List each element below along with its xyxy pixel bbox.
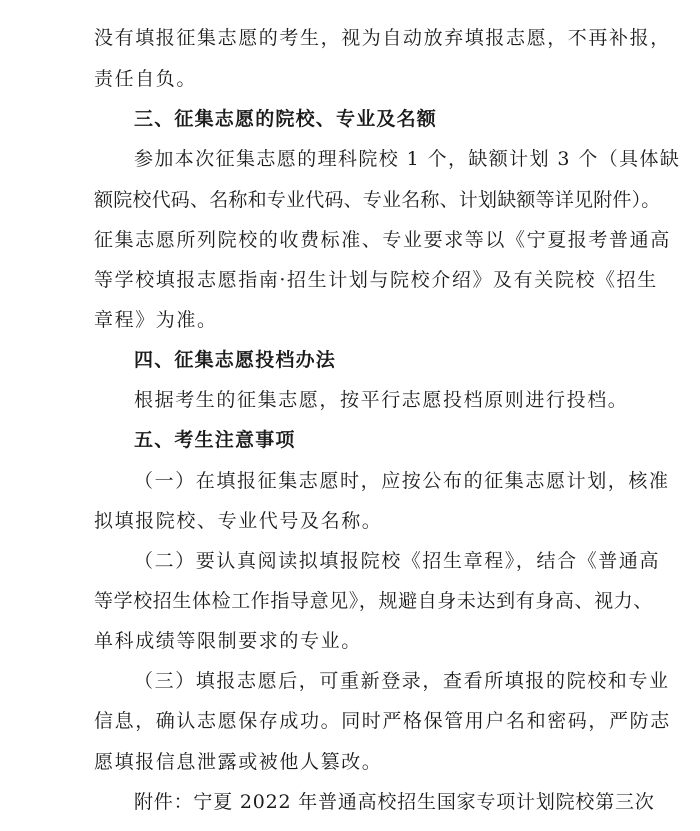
section-heading: 五、考生注意事项 bbox=[134, 429, 296, 451]
body-text-line: 征集志愿所列院校的收费标准、专业要求等以《宁夏报考普通高 bbox=[94, 229, 671, 251]
body-text-line: 参加本次征集志愿的理科院校 1 个，缺额计划 3 个（具体缺 bbox=[134, 148, 681, 170]
body-text-line: 额院校代码、名称和专业代码、专业名称、计划缺额等详见附件）。 bbox=[94, 189, 661, 211]
body-text-line: 等学校招生体检工作指导意见》，规避自身未达到有身高、视力、 bbox=[94, 590, 653, 612]
body-text-line: 单科成绩等限制要求的专业。 bbox=[94, 630, 362, 652]
body-text-line: 拟填报院校、专业代号及名称。 bbox=[94, 510, 383, 532]
body-text-line: （三）填报志愿后，可重新登录，查看所填报的院校和专业 bbox=[134, 670, 670, 692]
body-text-line: 根据考生的征集志愿，按平行志愿投档原则进行投档。 bbox=[134, 389, 629, 411]
attachment-line: 附件：宁夏 2022 年普通高校招生国家专项计划院校第三次 bbox=[134, 791, 655, 813]
section-heading: 四、征集志愿投档办法 bbox=[134, 349, 337, 371]
body-text-line: （二）要认真阅读拟填报院校《招生章程》，结合《普通高 bbox=[134, 550, 661, 572]
body-text-line: 愿填报信息泄露或被他人篡改。 bbox=[94, 751, 383, 773]
body-text-line: 没有填报征集志愿的考生，视为自动放弃填报志愿，不再补报， bbox=[94, 27, 671, 49]
body-text-line: 等学校填报志愿指南·招生计划与院校介绍》及有关院校《招生 bbox=[94, 269, 658, 291]
body-text-line: 章程》为准。 bbox=[94, 309, 218, 331]
body-text-line: 信息，确认志愿保存成功。同时严格保管用户名和密码，严防志 bbox=[94, 710, 671, 732]
body-text-line: （一）在填报征集志愿时，应按公布的征集志愿计划，核准 bbox=[134, 470, 670, 492]
body-text-line: 责任自负。 bbox=[94, 68, 198, 90]
section-heading: 三、征集志愿的院校、专业及名额 bbox=[134, 108, 438, 130]
